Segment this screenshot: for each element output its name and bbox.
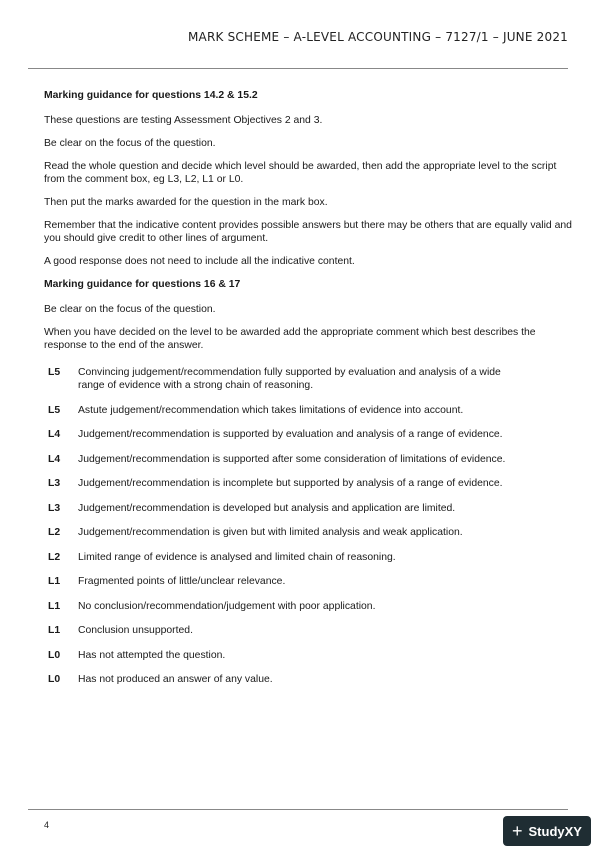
level-description: Judgement/recommendation is incomplete but supported by analysis of a range of evidence.	[78, 478, 503, 489]
level-description: Astute judgement/recommendation which takes limitations of evidence into account.	[78, 404, 464, 416]
level-row	[48, 502, 572, 515]
level-row	[48, 428, 572, 441]
level-row	[48, 624, 572, 637]
level-code: L5	[48, 367, 61, 378]
level-row	[48, 453, 572, 466]
level-description: Judgement/recommendation is supported by evaluation and analysis of a range of evidence.	[78, 429, 503, 440]
level-row	[48, 366, 572, 392]
level-row	[48, 673, 572, 686]
level-description: Conclusion unsupported.	[78, 625, 193, 636]
plus-icon: +	[512, 821, 523, 841]
level-code: L2	[48, 551, 61, 563]
level-description: Judgement/recommendation is developed but analysis and application are limited.	[78, 502, 456, 514]
level-code: L1	[48, 576, 61, 587]
level-row	[48, 575, 572, 588]
level-row	[48, 600, 572, 613]
level-description: Has not produced an answer of any value.	[78, 674, 273, 685]
paragraph: A good response does not need to include all the indicative content.	[44, 256, 355, 267]
level-descriptor-list	[48, 366, 572, 686]
level-code: L3	[48, 478, 61, 489]
level-row	[48, 526, 572, 539]
level-row	[48, 551, 572, 564]
section-heading-14-15: Marking guidance for questions 14.2 & 15.2	[44, 90, 258, 101]
level-description: Convincing judgement/recommendation fully supported by evaluation and analysis of a wide range of evidence with a strong chain of reasoning.	[78, 367, 501, 391]
level-code: L0	[48, 649, 61, 661]
level-description: Judgement/recommendation is supported after some consideration of limitations of evidence.	[78, 453, 506, 465]
header-divider	[28, 68, 568, 69]
level-code: L1	[48, 600, 61, 612]
paragraph: These questions are testing Assessment Objectives 2 and 3.	[44, 115, 323, 126]
level-description: Limited range of evidence is analysed and limited chain of reasoning.	[78, 551, 396, 563]
level-code: L4	[48, 429, 61, 440]
level-code: L2	[48, 527, 61, 538]
logo-text: StudyXY	[528, 823, 582, 839]
level-description: Has not attempted the question.	[78, 649, 226, 661]
paragraph: Then put the marks awarded for the question in the mark box.	[44, 197, 328, 208]
paragraph: Be clear on the focus of the question.	[44, 138, 216, 149]
studyxy-logo	[503, 816, 591, 846]
page-header: MARK SCHEME – A-LEVEL ACCOUNTING – 7127/1 – JUNE 2021	[188, 30, 568, 44]
level-code: L1	[48, 625, 61, 636]
paragraph: Read the whole question and decide which level should be awarded, then add the appropriate level to the script from the comment box, eg L3, L2, L1 or L0.	[44, 161, 557, 185]
mark-scheme-content	[44, 89, 572, 698]
level-description: No conclusion/recommendation/judgement with poor application.	[78, 600, 376, 612]
paragraph: Remember that the indicative content provides possible answers but there may be others that are equally valid and you should give credit to other lines of argument.	[44, 220, 572, 244]
level-description: Fragmented points of little/unclear relevance.	[78, 576, 286, 587]
level-description: Judgement/recommendation is given but with limited analysis and weak application.	[78, 527, 463, 538]
level-code: L4	[48, 453, 61, 465]
paragraph: Be clear on the focus of the question.	[44, 304, 216, 315]
level-code: L3	[48, 502, 61, 514]
level-row	[48, 477, 572, 490]
level-code: L0	[48, 674, 61, 685]
level-code: L5	[48, 404, 61, 416]
footer-divider	[28, 809, 568, 810]
paragraph: When you have decided on the level to be awarded add the appropriate comment which best describes the response to the end of the answer.	[44, 327, 536, 351]
page-number: 4	[44, 820, 50, 830]
level-row	[48, 649, 572, 662]
level-row	[48, 404, 572, 417]
section-heading-16-17: Marking guidance for questions 16 & 17	[44, 279, 241, 290]
